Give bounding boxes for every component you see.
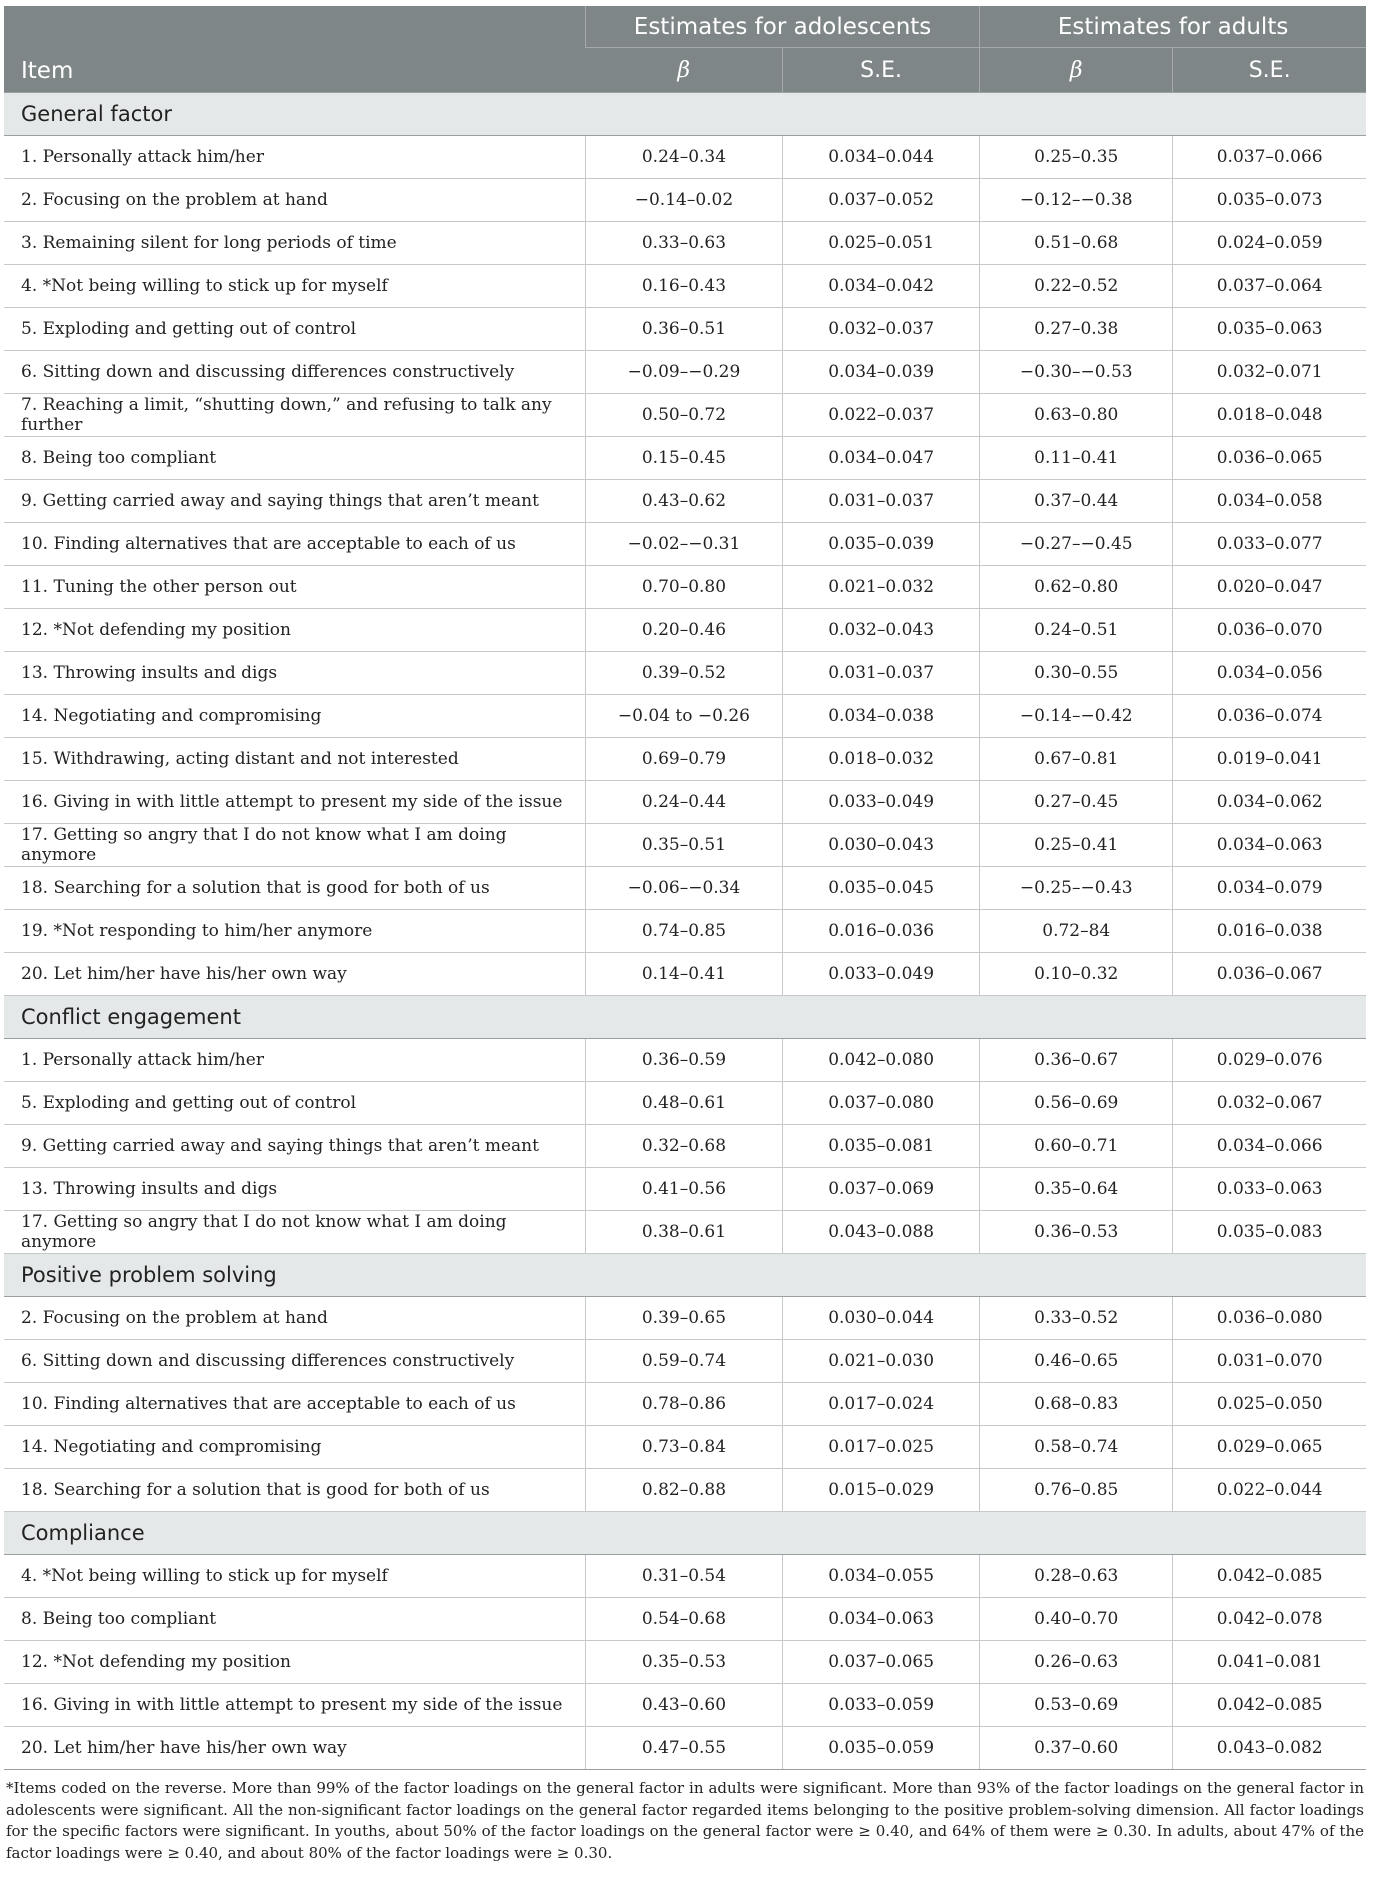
table-row: [4, 1641, 1366, 1684]
table-row: [4, 953, 1366, 996]
adolescent-se-cell: 0.034–0.039: [783, 351, 980, 394]
adult-se-cell: 0.033–0.077: [1173, 523, 1366, 566]
adolescent-se-cell: 0.034–0.047: [783, 437, 980, 480]
adult-beta-cell: 0.60–0.71: [980, 1125, 1173, 1168]
adult-beta-cell: 0.72–84: [980, 910, 1173, 953]
adult-se-cell: 0.042–0.078: [1173, 1598, 1366, 1641]
adult-se-cell: 0.025–0.050: [1173, 1383, 1366, 1426]
table-row: [4, 1426, 1366, 1469]
adolescent-se-cell: 0.017–0.024: [783, 1383, 980, 1426]
adult-beta-cell: 0.46–0.65: [980, 1340, 1173, 1383]
adult-se-cell: 0.034–0.066: [1173, 1125, 1366, 1168]
item-cell: 16. Giving in with little attempt to present my side of the issue: [4, 781, 585, 824]
adult-beta-cell: 0.37–0.44: [980, 480, 1173, 523]
adult-se-cell: 0.036–0.065: [1173, 437, 1366, 480]
adolescent-se-cell: 0.031–0.037: [783, 652, 980, 695]
adolescent-beta-cell: 0.54–0.68: [585, 1598, 782, 1641]
adolescent-se-cell: 0.043–0.088: [783, 1211, 980, 1254]
section-header-row: [4, 1512, 1366, 1555]
adolescent-beta-cell: 0.47–0.55: [585, 1727, 782, 1770]
adult-beta-cell: 0.36–0.53: [980, 1211, 1173, 1254]
adult-se-cell: 0.043–0.082: [1173, 1727, 1366, 1770]
item-cell: 11. Tuning the other person out: [4, 566, 585, 609]
adolescent-beta-cell: −0.14–0.02: [585, 179, 782, 222]
adult-se-cell: 0.029–0.076: [1173, 1039, 1366, 1082]
table-row: [4, 1125, 1366, 1168]
adolescent-se-cell: 0.022–0.037: [783, 394, 980, 437]
adult-se-cell: 0.034–0.063: [1173, 824, 1366, 867]
adult-beta-cell: 0.10–0.32: [980, 953, 1173, 996]
adolescent-beta-cell: 0.59–0.74: [585, 1340, 782, 1383]
adult-beta-cell: 0.26–0.63: [980, 1641, 1173, 1684]
table-row: [4, 437, 1366, 480]
section-header-row: [4, 1254, 1366, 1297]
adolescent-se-cell: 0.032–0.037: [783, 308, 980, 351]
table-row: [4, 1039, 1366, 1082]
adolescent-beta-cell: 0.73–0.84: [585, 1426, 782, 1469]
item-cell: 9. Getting carried away and saying things that aren’t meant: [4, 1125, 585, 1168]
adult-se-cell: 0.022–0.044: [1173, 1469, 1366, 1512]
adolescent-se-cell: 0.042–0.080: [783, 1039, 980, 1082]
adult-beta-cell: 0.11–0.41: [980, 437, 1173, 480]
item-cell: 4. *Not being willing to stick up for myself: [4, 1555, 585, 1598]
table-row: [4, 738, 1366, 781]
adult-beta-cell: 0.33–0.52: [980, 1297, 1173, 1340]
adolescent-se-cell: 0.021–0.030: [783, 1340, 980, 1383]
item-cell: 1. Personally attack him/her: [4, 136, 585, 179]
adolescent-beta-cell: −0.09–−0.29: [585, 351, 782, 394]
adolescent-beta-cell: 0.78–0.86: [585, 1383, 782, 1426]
table-row: [4, 351, 1366, 394]
adolescent-beta-cell: 0.32–0.68: [585, 1125, 782, 1168]
adolescent-se-cell: 0.037–0.065: [783, 1641, 980, 1684]
adolescent-se-cell: 0.034–0.038: [783, 695, 980, 738]
adolescent-beta-cell: 0.82–0.88: [585, 1469, 782, 1512]
adolescent-se-cell: 0.034–0.063: [783, 1598, 980, 1641]
adult-se-cell: 0.035–0.083: [1173, 1211, 1366, 1254]
adolescent-beta-cell: 0.74–0.85: [585, 910, 782, 953]
adult-beta-cell: 0.25–0.35: [980, 136, 1173, 179]
adult-beta-cell: 0.62–0.80: [980, 566, 1173, 609]
adolescent-beta-cell: 0.38–0.61: [585, 1211, 782, 1254]
item-cell: 6. Sitting down and discussing differences constructively: [4, 351, 585, 394]
table-row: [4, 1211, 1366, 1254]
adult-beta-cell: 0.40–0.70: [980, 1598, 1173, 1641]
adolescent-beta-cell: 0.43–0.60: [585, 1684, 782, 1727]
item-cell: 1. Personally attack him/her: [4, 1039, 585, 1082]
adolescent-se-cell: 0.030–0.043: [783, 824, 980, 867]
adult-beta-cell: 0.58–0.74: [980, 1426, 1173, 1469]
adolescent-beta-cell: 0.70–0.80: [585, 566, 782, 609]
adolescent-se-cell: 0.037–0.052: [783, 179, 980, 222]
adolescent-se-cell: 0.035–0.045: [783, 867, 980, 910]
item-cell: 17. Getting so angry that I do not know what I am doing anymore: [4, 1211, 585, 1254]
adolescent-beta-cell: 0.16–0.43: [585, 265, 782, 308]
adolescent-se-cell: 0.016–0.036: [783, 910, 980, 953]
table-row: [4, 265, 1366, 308]
adult-beta-cell: 0.35–0.64: [980, 1168, 1173, 1211]
adolescent-se-cell: 0.015–0.029: [783, 1469, 980, 1512]
adult-beta-cell: 0.56–0.69: [980, 1082, 1173, 1125]
adult-beta-cell: 0.53–0.69: [980, 1684, 1173, 1727]
adult-se-cell: 0.020–0.047: [1173, 566, 1366, 609]
adult-beta-cell: 0.27–0.45: [980, 781, 1173, 824]
item-cell: 7. Reaching a limit, “shutting down,” and refusing to talk any further: [4, 394, 585, 437]
adolescent-se-cell: 0.034–0.044: [783, 136, 980, 179]
adult-beta-cell: 0.68–0.83: [980, 1383, 1173, 1426]
adult-se-cell: 0.034–0.062: [1173, 781, 1366, 824]
table-row: [4, 1082, 1366, 1125]
adolescent-beta-cell: 0.41–0.56: [585, 1168, 782, 1211]
adult-se-cell: 0.036–0.080: [1173, 1297, 1366, 1340]
adolescent-beta-cell: 0.36–0.51: [585, 308, 782, 351]
adolescent-se-cell: 0.035–0.059: [783, 1727, 980, 1770]
adult-se-cell: 0.042–0.085: [1173, 1555, 1366, 1598]
adolescent-beta-cell: −0.06–−0.34: [585, 867, 782, 910]
adolescent-beta-cell: 0.20–0.46: [585, 609, 782, 652]
adult-se-cell: 0.034–0.079: [1173, 867, 1366, 910]
section-header-row: [4, 996, 1366, 1039]
adult-beta-cell: 0.37–0.60: [980, 1727, 1173, 1770]
adult-se-cell: 0.018–0.048: [1173, 394, 1366, 437]
item-cell: 6. Sitting down and discussing differences constructively: [4, 1340, 585, 1383]
adult-se-cell: 0.035–0.063: [1173, 308, 1366, 351]
adolescent-beta-cell: 0.39–0.52: [585, 652, 782, 695]
section-title: Compliance: [4, 1512, 1366, 1555]
adults-se-header: S.E.: [1173, 48, 1366, 93]
table-row: [4, 566, 1366, 609]
adult-se-cell: 0.016–0.038: [1173, 910, 1366, 953]
table-row: [4, 1727, 1366, 1770]
item-cell: 16. Giving in with little attempt to present my side of the issue: [4, 1684, 585, 1727]
item-cell: 17. Getting so angry that I do not know what I am doing anymore: [4, 824, 585, 867]
adolescent-se-cell: 0.034–0.055: [783, 1555, 980, 1598]
adult-se-cell: 0.033–0.063: [1173, 1168, 1366, 1211]
item-cell: 2. Focusing on the problem at hand: [4, 1297, 585, 1340]
adolescent-beta-cell: 0.69–0.79: [585, 738, 782, 781]
adult-se-cell: 0.031–0.070: [1173, 1340, 1366, 1383]
item-cell: 10. Finding alternatives that are acceptable to each of us: [4, 523, 585, 566]
adult-se-cell: 0.029–0.065: [1173, 1426, 1366, 1469]
item-cell: 9. Getting carried away and saying things that aren’t meant: [4, 480, 585, 523]
adult-beta-cell: 0.24–0.51: [980, 609, 1173, 652]
table-row: [4, 1340, 1366, 1383]
adult-se-cell: 0.036–0.074: [1173, 695, 1366, 738]
item-column-header: Item: [4, 6, 585, 93]
table-row: [4, 910, 1366, 953]
table-row: [4, 781, 1366, 824]
adolescent-se-cell: 0.025–0.051: [783, 222, 980, 265]
adult-beta-cell: 0.51–0.68: [980, 222, 1173, 265]
adolescent-se-cell: 0.021–0.032: [783, 566, 980, 609]
section-title: Conflict engagement: [4, 996, 1366, 1039]
adolescent-beta-cell: 0.14–0.41: [585, 953, 782, 996]
adolescent-beta-cell: 0.15–0.45: [585, 437, 782, 480]
adolescent-se-cell: 0.018–0.032: [783, 738, 980, 781]
table-row: [4, 1555, 1366, 1598]
adult-beta-cell: −0.12–−0.38: [980, 179, 1173, 222]
adult-beta-cell: 0.76–0.85: [980, 1469, 1173, 1512]
adult-se-cell: 0.042–0.085: [1173, 1684, 1366, 1727]
adolescent-se-cell: 0.037–0.080: [783, 1082, 980, 1125]
table-header: [4, 6, 1366, 93]
adult-beta-cell: 0.67–0.81: [980, 738, 1173, 781]
item-cell: 3. Remaining silent for long periods of time: [4, 222, 585, 265]
adolescent-se-cell: 0.017–0.025: [783, 1426, 980, 1469]
adolescent-se-cell: 0.033–0.049: [783, 781, 980, 824]
adolescent-se-cell: 0.031–0.037: [783, 480, 980, 523]
table-row: [4, 1168, 1366, 1211]
adult-se-cell: 0.034–0.056: [1173, 652, 1366, 695]
table-row: [4, 824, 1366, 867]
adult-beta-cell: 0.28–0.63: [980, 1555, 1173, 1598]
item-cell: 12. *Not defending my position: [4, 609, 585, 652]
adult-se-cell: 0.041–0.081: [1173, 1641, 1366, 1684]
adult-se-cell: 0.024–0.059: [1173, 222, 1366, 265]
adult-beta-cell: −0.27–−0.45: [980, 523, 1173, 566]
adult-beta-cell: 0.36–0.67: [980, 1039, 1173, 1082]
adolescent-se-cell: 0.032–0.043: [783, 609, 980, 652]
adult-beta-cell: 0.22–0.52: [980, 265, 1173, 308]
table-row: [4, 394, 1366, 437]
adolescent-beta-cell: 0.36–0.59: [585, 1039, 782, 1082]
adult-se-cell: 0.037–0.066: [1173, 136, 1366, 179]
item-cell: 18. Searching for a solution that is good for both of us: [4, 1469, 585, 1512]
adolescent-beta-cell: 0.48–0.61: [585, 1082, 782, 1125]
adult-beta-cell: 0.27–0.38: [980, 308, 1173, 351]
item-cell: 2. Focusing on the problem at hand: [4, 179, 585, 222]
item-cell: 8. Being too compliant: [4, 437, 585, 480]
adult-beta-cell: 0.25–0.41: [980, 824, 1173, 867]
item-cell: 18. Searching for a solution that is good for both of us: [4, 867, 585, 910]
factor-loadings-table: [4, 6, 1366, 1770]
table-row: [4, 1598, 1366, 1641]
adolescents-beta-header: β: [585, 48, 782, 93]
adult-beta-cell: 0.30–0.55: [980, 652, 1173, 695]
adult-se-cell: 0.035–0.073: [1173, 179, 1366, 222]
adult-se-cell: 0.034–0.058: [1173, 480, 1366, 523]
table-row: [4, 480, 1366, 523]
section-header-row: [4, 93, 1366, 136]
adolescent-beta-cell: 0.35–0.53: [585, 1641, 782, 1684]
table-row: [4, 652, 1366, 695]
adolescent-se-cell: 0.030–0.044: [783, 1297, 980, 1340]
item-cell: 19. *Not responding to him/her anymore: [4, 910, 585, 953]
item-cell: 14. Negotiating and compromising: [4, 695, 585, 738]
item-cell: 5. Exploding and getting out of control: [4, 1082, 585, 1125]
adult-beta-cell: −0.25–−0.43: [980, 867, 1173, 910]
adolescent-se-cell: 0.037–0.069: [783, 1168, 980, 1211]
item-cell: 10. Finding alternatives that are acceptable to each of us: [4, 1383, 585, 1426]
item-cell: 20. Let him/her have his/her own way: [4, 1727, 585, 1770]
table-row: [4, 695, 1366, 738]
adolescent-beta-cell: 0.39–0.65: [585, 1297, 782, 1340]
adolescent-se-cell: 0.033–0.049: [783, 953, 980, 996]
adolescent-se-cell: 0.035–0.081: [783, 1125, 980, 1168]
adult-beta-cell: 0.63–0.80: [980, 394, 1173, 437]
adolescent-se-cell: 0.034–0.042: [783, 265, 980, 308]
table-row: [4, 523, 1366, 566]
table-row: [4, 1684, 1366, 1727]
table-row: [4, 222, 1366, 265]
item-cell: 14. Negotiating and compromising: [4, 1426, 585, 1469]
table-row: [4, 179, 1366, 222]
table-row: [4, 1469, 1366, 1512]
adolescent-beta-cell: 0.24–0.34: [585, 136, 782, 179]
table-body: [4, 93, 1366, 1770]
table-row: [4, 609, 1366, 652]
adolescent-se-cell: 0.033–0.059: [783, 1684, 980, 1727]
item-cell: 15. Withdrawing, acting distant and not interested: [4, 738, 585, 781]
section-title: Positive problem solving: [4, 1254, 1366, 1297]
adolescent-beta-cell: −0.04 to −0.26: [585, 695, 782, 738]
adult-beta-cell: −0.14–−0.42: [980, 695, 1173, 738]
adult-se-cell: 0.036–0.067: [1173, 953, 1366, 996]
item-cell: 13. Throwing insults and digs: [4, 652, 585, 695]
adolescent-beta-cell: −0.02–−0.31: [585, 523, 782, 566]
adult-se-cell: 0.037–0.064: [1173, 265, 1366, 308]
item-cell: 13. Throwing insults and digs: [4, 1168, 585, 1211]
adult-se-cell: 0.032–0.067: [1173, 1082, 1366, 1125]
adults-group-header: Estimates for adults: [980, 6, 1366, 48]
table-row: [4, 1383, 1366, 1426]
adult-se-cell: 0.019–0.041: [1173, 738, 1366, 781]
adolescent-beta-cell: 0.43–0.62: [585, 480, 782, 523]
adult-se-cell: 0.036–0.070: [1173, 609, 1366, 652]
table-footnote: *Items coded on the reverse. More than 99% of the factor loadings on the general factor in adults were significant. More than 93% of the factor loadings on the general factor in adolescents were significant. All the non-significant factor loadings on the general factor regarded items belonging to the positive problem-solving dimension. All factor loadings for the specific factors were significant. In youths, about 50% of the factor loadings on the general factor were ≥ 0.40, and 64% of them were ≥ 0.30. In adults, about 47% of the factor loadings were ≥ 0.40, and about 80% of the factor loadings were ≥ 0.30.: [6, 1779, 1364, 1862]
adult-se-cell: 0.032–0.071: [1173, 351, 1366, 394]
table-row: [4, 136, 1366, 179]
adolescent-beta-cell: 0.33–0.63: [585, 222, 782, 265]
table-row: [4, 1297, 1366, 1340]
item-cell: 5. Exploding and getting out of control: [4, 308, 585, 351]
item-cell: 20. Let him/her have his/her own way: [4, 953, 585, 996]
adolescent-beta-cell: 0.24–0.44: [585, 781, 782, 824]
table-row: [4, 308, 1366, 351]
adult-beta-cell: −0.30–−0.53: [980, 351, 1173, 394]
adolescent-beta-cell: 0.35–0.51: [585, 824, 782, 867]
adolescent-beta-cell: 0.31–0.54: [585, 1555, 782, 1598]
section-title: General factor: [4, 93, 1366, 136]
table-figure: [4, 6, 1366, 1864]
adults-beta-header: β: [980, 48, 1173, 93]
adolescent-beta-cell: 0.50–0.72: [585, 394, 782, 437]
adolescent-se-cell: 0.035–0.039: [783, 523, 980, 566]
item-cell: 8. Being too compliant: [4, 1598, 585, 1641]
table-row: [4, 867, 1366, 910]
item-cell: 4. *Not being willing to stick up for myself: [4, 265, 585, 308]
item-cell: 12. *Not defending my position: [4, 1641, 585, 1684]
adolescents-group-header: Estimates for adolescents: [585, 6, 979, 48]
adolescents-se-header: S.E.: [783, 48, 980, 93]
